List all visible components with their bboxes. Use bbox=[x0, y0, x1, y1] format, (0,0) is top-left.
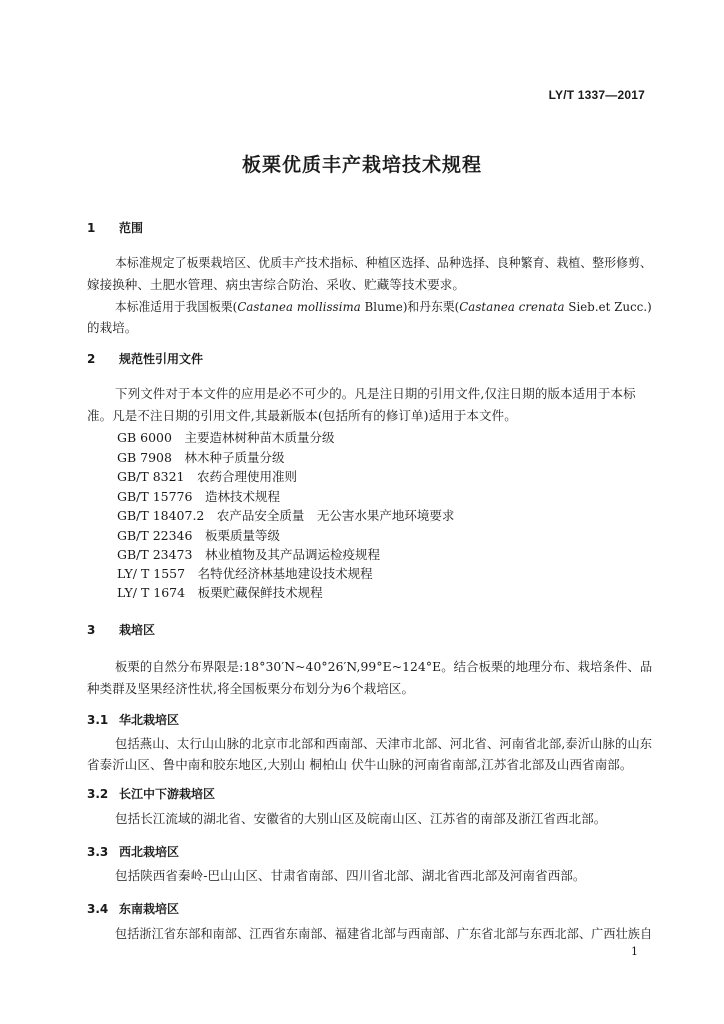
section-title: 栽培区 bbox=[119, 623, 156, 637]
paragraph-line: 板栗的自然分布界限是:18°30′N~40°26′N,99°E~124°E。结合板栗的地理分布、栽培条件、品 bbox=[115, 659, 653, 674]
subsection-3-2-heading bbox=[87, 785, 215, 802]
paragraph-line: 嫁接换种、土肥水管理、病虫害综合防治、采收、贮藏等技术要求。 bbox=[87, 277, 466, 292]
section-title: 华北栽培区 bbox=[119, 713, 180, 727]
reference-title: 林木种子质量分级 bbox=[184, 450, 285, 465]
reference-code: GB/T 15776 bbox=[117, 489, 193, 504]
reference-code: GB/T 8321 bbox=[117, 469, 185, 484]
section-title: 规范性引用文件 bbox=[119, 352, 204, 366]
standard-code: LY/T 1337—2017 bbox=[548, 88, 645, 102]
section-title: 东南栽培区 bbox=[119, 902, 180, 916]
paragraph-line: 种类群及坚果经济性状,将全国板栗分布划分为6个栽培区。 bbox=[87, 681, 415, 696]
reference-code: LY/ T 1557 bbox=[117, 566, 186, 581]
reference-title: 名特优经济林基地建设技术规程 bbox=[197, 566, 373, 581]
paragraph-line: 准。凡是不注日期的引用文件,其最新版本(包括所有的修订单)适用于本文件。 bbox=[87, 408, 517, 423]
section-title: 长江中下游栽培区 bbox=[119, 787, 216, 801]
paragraph-line: 包括长江流域的湖北省、安徽省的大别山区及皖南山区、江苏省的南部及浙江省西北部。 bbox=[115, 811, 607, 826]
reference-title: 农产品安全质量 无公害水果产地环境要求 bbox=[216, 508, 455, 523]
reference-item bbox=[117, 545, 380, 563]
reference-item bbox=[117, 583, 323, 601]
page-number: 1 bbox=[631, 945, 638, 958]
subsection-3-4-heading bbox=[87, 900, 179, 917]
paragraph-line: 省泰沂山区、鲁中南和胶东地区,大别山 桐柏山 伏牛山脉的河南省南部,江苏省北部及山西省南部。 bbox=[87, 757, 633, 772]
text-run: Blume)和丹东栗( bbox=[360, 299, 460, 314]
reference-title: 造林技术规程 bbox=[204, 489, 280, 504]
paragraph-line: 的栽培。 bbox=[87, 320, 138, 335]
reference-code: GB 7908 bbox=[117, 450, 172, 465]
section-number: 3.1 bbox=[87, 713, 109, 727]
reference-title: 板栗质量等级 bbox=[204, 528, 280, 543]
reference-item bbox=[117, 506, 454, 524]
reference-item bbox=[117, 448, 285, 466]
reference-code: LY/ T 1674 bbox=[117, 585, 186, 600]
reference-title: 林业植物及其产品调运检疫规程 bbox=[204, 547, 380, 562]
reference-title: 农药合理使用准则 bbox=[197, 469, 298, 484]
section-3-heading bbox=[87, 621, 155, 638]
section-number: 1 bbox=[87, 221, 96, 235]
document-title: 板栗优质丰产栽培技术规程 bbox=[241, 154, 482, 176]
reference-item bbox=[117, 467, 297, 485]
reference-title: 板栗贮藏保鲜技术规程 bbox=[197, 585, 323, 600]
reference-title: 主要造林树种苗木质量分级 bbox=[184, 430, 335, 445]
section-title: 西北栽培区 bbox=[119, 845, 180, 859]
reference-item bbox=[117, 428, 335, 446]
reference-item bbox=[117, 487, 280, 505]
subsection-3-1-heading bbox=[87, 711, 179, 728]
paragraph-line: 本标准规定了板栗栽培区、优质丰产技术指标、种植区选择、品种选择、良种繁育、栽植、整形修剪、 bbox=[115, 255, 652, 270]
section-1-heading bbox=[87, 219, 143, 236]
reference-code: GB 6000 bbox=[117, 430, 172, 445]
paragraph-line: 包括燕山、太行山山脉的北京市北部和西南部、天津市北部、河北省、河南省北部,泰沂山脉的山东 bbox=[115, 736, 653, 751]
section-2-heading bbox=[87, 350, 203, 367]
section-number: 3.4 bbox=[87, 902, 109, 916]
section-title: 范围 bbox=[119, 221, 144, 235]
paragraph-line: 包括陕西省秦岭-巴山山区、甘肃省南部、四川省北部、湖北省西北部及河南省西部。 bbox=[115, 868, 586, 883]
species-name: Castanea crenata bbox=[459, 299, 565, 314]
paragraph-line: 下列文件对于本文件的应用是必不可少的。凡是注日期的引用文件,仅注日期的版本适用于本标 bbox=[115, 386, 636, 401]
section-number: 2 bbox=[87, 352, 96, 366]
reference-code: GB/T 18407.2 bbox=[117, 508, 205, 523]
text-run: Sieb.et Zucc.) bbox=[564, 299, 652, 314]
reference-item bbox=[117, 564, 373, 582]
section-number: 3 bbox=[87, 623, 96, 637]
section-number: 3.2 bbox=[87, 787, 109, 801]
subsection-3-3-heading bbox=[87, 843, 179, 860]
paragraph-line: 包括浙江省东部和南部、江西省东南部、福建省北部与西南部、广东省北部与东西北部、广西壮族自 bbox=[115, 926, 653, 941]
reference-code: GB/T 22346 bbox=[117, 528, 193, 543]
reference-item bbox=[117, 526, 280, 544]
species-name: Castanea mollissima bbox=[237, 299, 361, 314]
text-run: 本标准适用于我国板栗( bbox=[115, 299, 238, 314]
paragraph-line bbox=[115, 297, 652, 315]
section-number: 3.3 bbox=[87, 845, 109, 859]
reference-code: GB/T 23473 bbox=[117, 547, 193, 562]
